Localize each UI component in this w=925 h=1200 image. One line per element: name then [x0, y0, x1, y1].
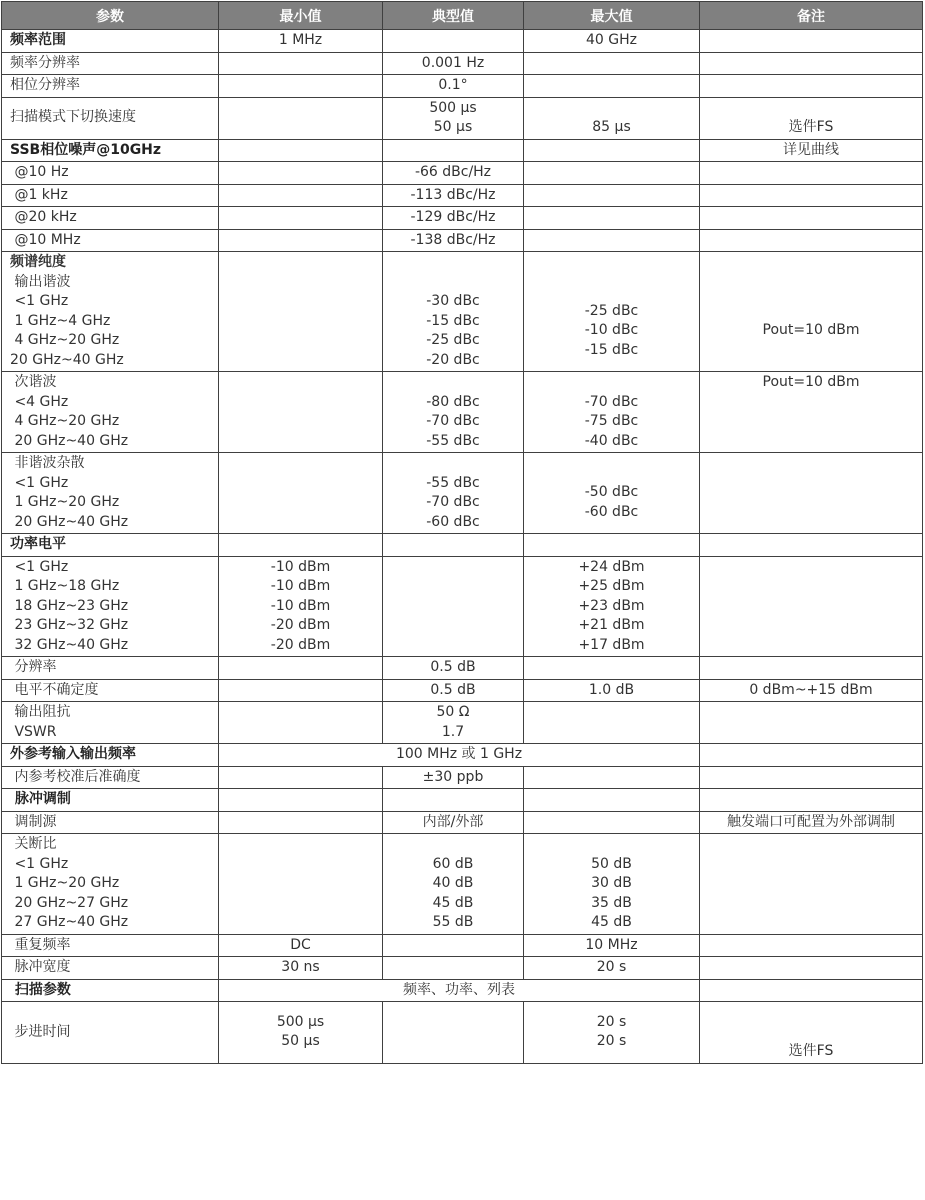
min-cell	[219, 657, 383, 680]
param-cell: 脉冲调制	[2, 789, 219, 812]
max-cell: 20 s	[524, 957, 700, 980]
min-cell	[219, 252, 383, 372]
param-cell: 扫描参数	[2, 979, 219, 1002]
max-cell: 1.0 dB	[524, 679, 700, 702]
min-cell	[219, 372, 383, 453]
min-cell	[219, 229, 383, 252]
table-row	[2, 97, 923, 139]
typ-cell: -113 dBc/Hz	[383, 184, 524, 207]
min-cell	[219, 766, 383, 789]
table-row	[2, 744, 923, 767]
min-cell	[219, 184, 383, 207]
param-cell: 脉冲宽度	[2, 957, 219, 980]
param-cell: 相位分辨率	[2, 75, 219, 98]
note-cell	[700, 30, 923, 53]
typ-cell: -80 dBc -70 dBc -55 dBc	[383, 372, 524, 453]
param-cell: 频率范围	[2, 30, 219, 53]
typ-cell: 0.001 Hz	[383, 52, 524, 75]
typ-cell	[383, 139, 524, 162]
typ-cell: 60 dB 40 dB 45 dB 55 dB	[383, 834, 524, 935]
note-cell: Pout=10 dBm	[700, 252, 923, 372]
max-cell	[524, 184, 700, 207]
max-cell	[524, 207, 700, 230]
max-cell	[524, 229, 700, 252]
param-cell: 内参考校准后准确度	[2, 766, 219, 789]
table-row	[2, 657, 923, 680]
max-cell	[524, 162, 700, 185]
param-cell: 重复频率	[2, 934, 219, 957]
max-cell: -50 dBc -60 dBc	[524, 453, 700, 534]
param-cell: 关断比 <1 GHz 1 GHz~20 GHz 20 GHz~27 GHz 27 GHz~40 GHz	[2, 834, 219, 935]
typ-cell	[383, 934, 524, 957]
param-cell: 次谐波 <4 GHz 4 GHz~20 GHz 20 GHz~40 GHz	[2, 372, 219, 453]
table-row	[2, 372, 923, 453]
typ-cell	[383, 534, 524, 557]
typ-cell: 50 Ω 1.7	[383, 702, 524, 744]
min-cell	[219, 811, 383, 834]
table-row	[2, 534, 923, 557]
table-row	[2, 979, 923, 1002]
table-row	[2, 453, 923, 534]
table-row	[2, 679, 923, 702]
param-cell: @10 Hz	[2, 162, 219, 185]
table-row	[2, 184, 923, 207]
param-cell: @10 MHz	[2, 229, 219, 252]
note-cell	[700, 789, 923, 812]
typ-cell	[383, 556, 524, 657]
max-cell: 40 GHz	[524, 30, 700, 53]
header-max: 最大值	[524, 2, 700, 30]
note-cell	[700, 657, 923, 680]
note-cell	[700, 834, 923, 935]
max-cell	[524, 766, 700, 789]
typ-cell	[383, 1002, 524, 1064]
typ-cell: ±30 ppb	[383, 766, 524, 789]
max-cell	[524, 811, 700, 834]
max-cell: +24 dBm +25 dBm +23 dBm +21 dBm +17 dBm	[524, 556, 700, 657]
header-typ: 典型值	[383, 2, 524, 30]
typ-cell	[383, 789, 524, 812]
min-cell: -10 dBm -10 dBm -10 dBm -20 dBm -20 dBm	[219, 556, 383, 657]
param-cell: 步进时间	[2, 1002, 219, 1064]
min-cell: 1 MHz	[219, 30, 383, 53]
min-cell: DC	[219, 934, 383, 957]
note-cell	[700, 52, 923, 75]
param-cell: 调制源	[2, 811, 219, 834]
note-cell	[700, 934, 923, 957]
merged-value-cell: 频率、功率、列表	[219, 979, 700, 1002]
header-note: 备注	[700, 2, 923, 30]
typ-cell: 0.5 dB	[383, 657, 524, 680]
table-row	[2, 52, 923, 75]
note-cell: 触发端口可配置为外部调制	[700, 811, 923, 834]
param-cell: 非谐波杂散 <1 GHz 1 GHz~20 GHz 20 GHz~40 GHz	[2, 453, 219, 534]
min-cell	[219, 453, 383, 534]
max-cell	[524, 789, 700, 812]
param-cell: 输出阻抗 VSWR	[2, 702, 219, 744]
table-row	[2, 75, 923, 98]
typ-cell	[383, 30, 524, 53]
table-row	[2, 556, 923, 657]
table-row	[2, 957, 923, 980]
note-cell	[700, 162, 923, 185]
note-cell: 详见曲线	[700, 139, 923, 162]
table-row	[2, 30, 923, 53]
spec-table	[1, 1, 923, 1064]
note-cell: 0 dBm~+15 dBm	[700, 679, 923, 702]
param-cell: 功率电平	[2, 534, 219, 557]
header-min: 最小值	[219, 2, 383, 30]
max-cell	[524, 139, 700, 162]
note-cell	[700, 534, 923, 557]
typ-cell: -138 dBc/Hz	[383, 229, 524, 252]
note-cell: 选件FS	[700, 97, 923, 139]
param-cell: 分辨率	[2, 657, 219, 680]
param-cell: @1 kHz	[2, 184, 219, 207]
table-row	[2, 766, 923, 789]
table-row	[2, 811, 923, 834]
min-cell	[219, 75, 383, 98]
typ-cell: -129 dBc/Hz	[383, 207, 524, 230]
min-cell	[219, 139, 383, 162]
param-cell: <1 GHz 1 GHz~18 GHz 18 GHz~23 GHz 23 GHz~32 GHz 32 GHz~40 GHz	[2, 556, 219, 657]
max-cell: -25 dBc -10 dBc -15 dBc	[524, 252, 700, 372]
min-cell	[219, 679, 383, 702]
table-row	[2, 162, 923, 185]
typ-cell: -30 dBc -15 dBc -25 dBc -20 dBc	[383, 252, 524, 372]
table-row	[2, 702, 923, 744]
typ-cell: 0.5 dB	[383, 679, 524, 702]
param-cell: @20 kHz	[2, 207, 219, 230]
param-cell: 外参考输入输出频率	[2, 744, 219, 767]
note-cell: 选件FS	[700, 1002, 923, 1064]
section-heading: 频谱纯度	[10, 254, 66, 270]
table-row	[2, 934, 923, 957]
max-cell	[524, 52, 700, 75]
max-cell: 20 s 20 s	[524, 1002, 700, 1064]
min-cell	[219, 162, 383, 185]
typ-cell	[383, 957, 524, 980]
min-cell: 30 ns	[219, 957, 383, 980]
merged-value-cell: 100 MHz 或 1 GHz	[219, 744, 700, 767]
typ-cell: 500 μs 50 μs	[383, 97, 524, 139]
param-cell: 频率分辨率	[2, 52, 219, 75]
note-cell	[700, 957, 923, 980]
spec-rows	[2, 30, 923, 1064]
typ-cell: -55 dBc -70 dBc -60 dBc	[383, 453, 524, 534]
note-cell	[700, 207, 923, 230]
min-cell	[219, 834, 383, 935]
max-cell: 10 MHz	[524, 934, 700, 957]
note-cell	[700, 702, 923, 744]
table-row	[2, 229, 923, 252]
max-cell	[524, 657, 700, 680]
table-row	[2, 252, 923, 372]
note-cell	[700, 744, 923, 767]
typ-cell: -66 dBc/Hz	[383, 162, 524, 185]
min-cell	[219, 534, 383, 557]
max-cell: 85 μs	[524, 97, 700, 139]
table-row	[2, 207, 923, 230]
min-cell	[219, 97, 383, 139]
table-row	[2, 139, 923, 162]
max-cell	[524, 534, 700, 557]
table-row	[2, 789, 923, 812]
note-cell	[700, 75, 923, 98]
note-cell	[700, 184, 923, 207]
note-cell	[700, 229, 923, 252]
max-cell	[524, 75, 700, 98]
max-cell	[524, 702, 700, 744]
min-cell	[219, 52, 383, 75]
note-cell	[700, 979, 923, 1002]
min-cell	[219, 207, 383, 230]
param-cell: 扫描模式下切换速度	[2, 97, 219, 139]
note-cell	[700, 766, 923, 789]
note-cell: Pout=10 dBm	[700, 372, 923, 453]
max-cell: 50 dB 30 dB 35 dB 45 dB	[524, 834, 700, 935]
note-cell	[700, 453, 923, 534]
typ-cell: 0.1°	[383, 75, 524, 98]
table-row	[2, 1002, 923, 1064]
max-cell: -70 dBc -75 dBc -40 dBc	[524, 372, 700, 453]
param-cell: 频谱纯度 输出谐波 <1 GHz 1 GHz~4 GHz 4 GHz~20 GHz 20 GHz~40 GHz	[2, 252, 219, 372]
table-row	[2, 834, 923, 935]
header-row	[2, 2, 923, 30]
min-cell	[219, 702, 383, 744]
note-cell	[700, 556, 923, 657]
min-cell	[219, 789, 383, 812]
param-cell: SSB相位噪声@10GHz	[2, 139, 219, 162]
min-cell: 500 μs 50 μs	[219, 1002, 383, 1064]
param-cell: 电平不确定度	[2, 679, 219, 702]
typ-cell: 内部/外部	[383, 811, 524, 834]
header-param: 参数	[2, 2, 219, 30]
